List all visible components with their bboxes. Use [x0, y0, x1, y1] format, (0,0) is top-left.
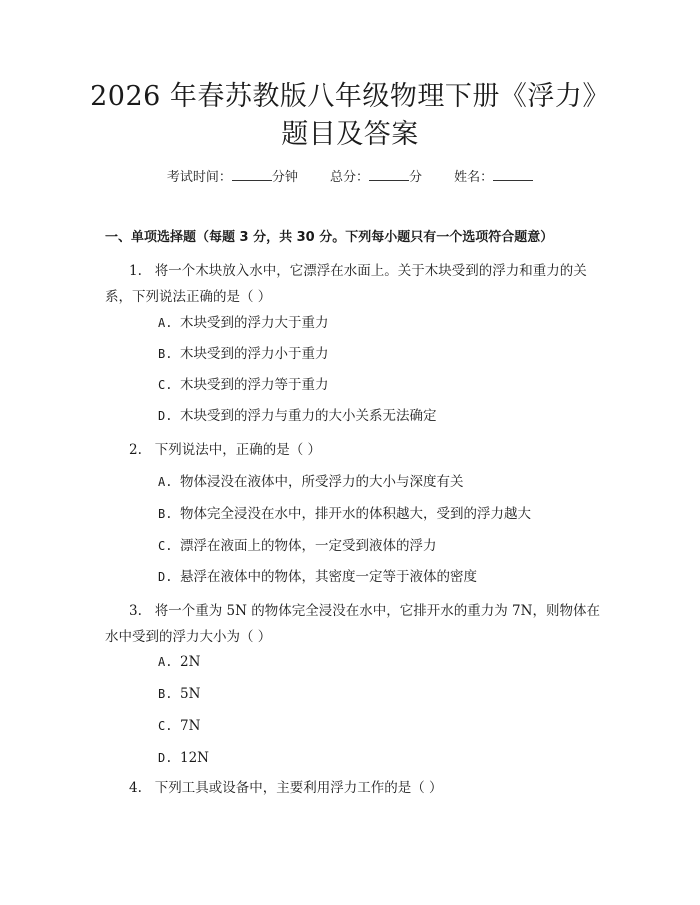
option-3a — [158, 652, 200, 672]
option-text: 漂浮在液面上的物体，一定受到液体的浮力 — [180, 538, 437, 554]
name-label: 姓名： — [454, 170, 494, 185]
question-text-line1: 下列工具或设备中，主要利用浮力工作的是（ ） — [154, 780, 443, 796]
option-text: 木块受到的浮力小于重力 — [180, 346, 329, 362]
option-text: 悬浮在液体中的物体，其密度一定等于液体的密度 — [180, 569, 477, 585]
option-letter: D. — [158, 409, 173, 423]
option-3d — [158, 748, 209, 768]
question-number: 1. — [129, 263, 142, 279]
time-label: 考试时间： — [166, 170, 232, 185]
section-heading: 一、单项选择题（每题 3 分，共 30 分。下列每小题只有一个选项符合题意） — [105, 230, 554, 245]
question-3 — [105, 598, 600, 650]
option-3c — [158, 716, 200, 736]
question-4 — [105, 775, 600, 801]
score-unit: 分 — [409, 170, 423, 185]
option-text: 木块受到的浮力大于重力 — [180, 315, 329, 331]
option-letter: C. — [158, 378, 173, 392]
option-2d — [158, 567, 477, 587]
question-text-line1: 将一个木块放入水中，它漂浮在水面上。关于木块受到的浮力和重力的关 — [154, 263, 587, 279]
question-number: 2. — [129, 442, 142, 458]
question-number: 3. — [129, 603, 142, 619]
question-text-line2: 系，下列说法正确的是（ ） — [105, 289, 272, 305]
option-letter: D. — [158, 570, 173, 584]
option-1d — [158, 406, 437, 426]
exam-info — [0, 168, 700, 187]
option-1b — [158, 344, 329, 364]
student-name — [454, 168, 533, 187]
score-blank — [369, 168, 409, 181]
option-3b — [158, 684, 200, 704]
option-2b — [158, 504, 531, 524]
option-text: 木块受到的浮力与重力的大小关系无法确定 — [180, 408, 437, 424]
name-blank — [493, 168, 533, 181]
option-letter: A. — [158, 475, 173, 489]
option-text: 2N — [180, 654, 201, 670]
option-1a — [158, 313, 329, 333]
option-1c — [158, 375, 329, 395]
question-text-line1: 将一个重为 5N 的物体完全浸没在水中，它排开水的重力为 7N，则物体在 — [154, 603, 600, 619]
option-text: 木块受到的浮力等于重力 — [180, 377, 329, 393]
question-text-line1: 下列说法中，正确的是（ ） — [154, 442, 322, 458]
option-letter: B. — [158, 507, 173, 521]
total-score — [330, 168, 422, 187]
option-2a — [158, 472, 464, 492]
question-1 — [105, 258, 600, 310]
option-letter: A. — [158, 316, 173, 330]
score-label: 总分： — [329, 170, 369, 185]
time-blank — [232, 168, 272, 181]
option-text: 7N — [180, 718, 201, 734]
question-text-line2: 水中受到的浮力大小为（ ） — [105, 629, 272, 645]
option-text: 5N — [180, 686, 201, 702]
option-letter: B. — [158, 687, 173, 701]
exam-time — [167, 168, 298, 187]
question-number: 4. — [129, 780, 142, 796]
option-letter: C. — [158, 719, 173, 733]
option-text: 物体完全浸没在水中，排开水的体积越大，受到的浮力越大 — [180, 506, 531, 522]
document-title: 2026 年春苏教版八年级物理下册《浮力》题目及答案 — [90, 81, 610, 150]
option-letter: D. — [158, 751, 173, 765]
time-unit: 分钟 — [271, 170, 298, 185]
option-text: 物体浸没在液体中，所受浮力的大小与深度有关 — [180, 474, 464, 490]
option-2c — [158, 536, 437, 556]
question-2 — [105, 437, 600, 463]
option-letter: B. — [158, 347, 173, 361]
option-letter: A. — [158, 655, 173, 669]
option-text: 12N — [180, 750, 209, 766]
option-letter: C. — [158, 539, 173, 553]
